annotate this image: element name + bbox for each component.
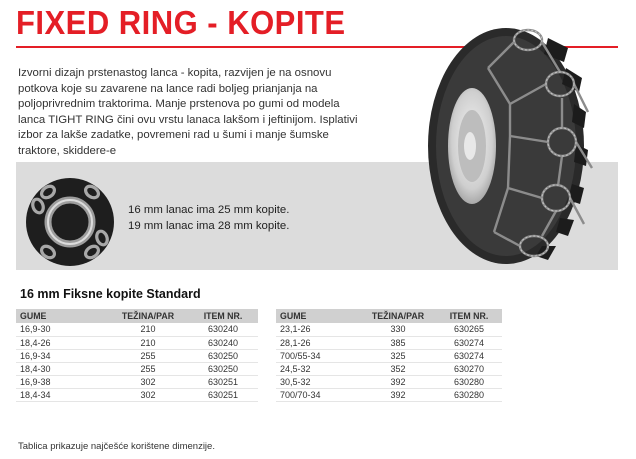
table-cell: 24,5-32 xyxy=(276,362,360,375)
table-cell: 385 xyxy=(360,336,436,349)
table-cell: 630250 xyxy=(188,349,258,362)
table-row xyxy=(16,349,258,362)
table-row xyxy=(16,375,258,388)
spec-line-19mm: 19 mm lanac ima 28 mm kopite. xyxy=(128,220,290,232)
table-footnote: Tablica prikazuje najčešće korištene dimenzije. xyxy=(18,441,215,452)
table-cell: 325 xyxy=(360,349,436,362)
table-cell: 700/55-34 xyxy=(276,349,360,362)
table-cell: 23,1-26 xyxy=(276,323,360,336)
table-cell: 18,4-34 xyxy=(16,388,108,401)
intro-line: izbor za lakše zadatke, povremeni rad u šumi i manje šumske xyxy=(18,129,329,142)
table-row xyxy=(276,349,502,362)
intro-line: poljoprivrednim traktorima. Manje prstenova po gumi od modela xyxy=(18,98,340,111)
table-cell: 630240 xyxy=(188,323,258,336)
spec-table-right xyxy=(276,309,502,402)
table-cell: 630274 xyxy=(436,349,502,362)
table-cell: 630274 xyxy=(436,336,502,349)
table-row xyxy=(16,362,258,375)
intro-line: potkova koje su zavarene na lance radi boljeg prianjanja na xyxy=(18,82,318,95)
spec-line-16mm: 16 mm lanac ima 25 mm kopite. xyxy=(128,204,290,216)
table-row xyxy=(16,388,258,401)
table-row xyxy=(16,336,258,349)
column-header: TEŽINA/PAR xyxy=(360,309,436,323)
table-cell: 630240 xyxy=(188,336,258,349)
table-cell: 16,9-30 xyxy=(16,323,108,336)
table-cell: 392 xyxy=(360,388,436,401)
column-header: TEŽINA/PAR xyxy=(108,309,188,323)
table-cell: 302 xyxy=(108,388,188,401)
intro-line: lanca TIGHT RING čini ovu vrstu lanaca lakšom i jeftinijom. Isplativi xyxy=(18,113,358,126)
table-cell: 630265 xyxy=(436,323,502,336)
table-row xyxy=(276,375,502,388)
column-header: GUME xyxy=(276,309,360,323)
ring-closeup-image xyxy=(24,176,116,268)
spec-table-left xyxy=(16,309,258,402)
table-cell: 630280 xyxy=(436,388,502,401)
table-cell: 392 xyxy=(360,375,436,388)
table-cell: 210 xyxy=(108,323,188,336)
table-cell: 302 xyxy=(108,375,188,388)
table-row xyxy=(16,323,258,336)
table-cell: 630251 xyxy=(188,375,258,388)
table-row xyxy=(276,336,502,349)
table-cell: 352 xyxy=(360,362,436,375)
table-cell: 330 xyxy=(360,323,436,336)
tire-chain-image xyxy=(398,18,620,270)
table-cell: 18,4-30 xyxy=(16,362,108,375)
page-title: FIXED RING - KOPITE xyxy=(16,4,346,41)
intro-text xyxy=(18,66,388,160)
table-cell: 16,9-38 xyxy=(16,375,108,388)
column-header: ITEM NR. xyxy=(188,309,258,323)
table-cell: 30,5-32 xyxy=(276,375,360,388)
table-cell: 630250 xyxy=(188,362,258,375)
spec-lines xyxy=(128,202,388,234)
table-cell: 700/70-34 xyxy=(276,388,360,401)
table-header-row xyxy=(16,309,258,323)
table-cell: 210 xyxy=(108,336,188,349)
table-row xyxy=(276,388,502,401)
section-title: 16 mm Fiksne kopite Standard xyxy=(20,287,201,301)
table-cell: 18,4-26 xyxy=(16,336,108,349)
table-cell: 630270 xyxy=(436,362,502,375)
intro-line: Izvorni dizajn prstenastog lanca - kopita, razvijen je na osnovu xyxy=(18,67,332,79)
table-cell: 630280 xyxy=(436,375,502,388)
table-cell: 16,9-34 xyxy=(16,349,108,362)
column-header: GUME xyxy=(16,309,108,323)
intro-line: traktore, skiddere-e xyxy=(18,144,117,157)
table-cell: 255 xyxy=(108,362,188,375)
table-row xyxy=(276,362,502,375)
table-cell: 630251 xyxy=(188,388,258,401)
table-cell: 255 xyxy=(108,349,188,362)
column-header: ITEM NR. xyxy=(436,309,502,323)
table-cell: 28,1-26 xyxy=(276,336,360,349)
table-header-row xyxy=(276,309,502,323)
table-row xyxy=(276,323,502,336)
